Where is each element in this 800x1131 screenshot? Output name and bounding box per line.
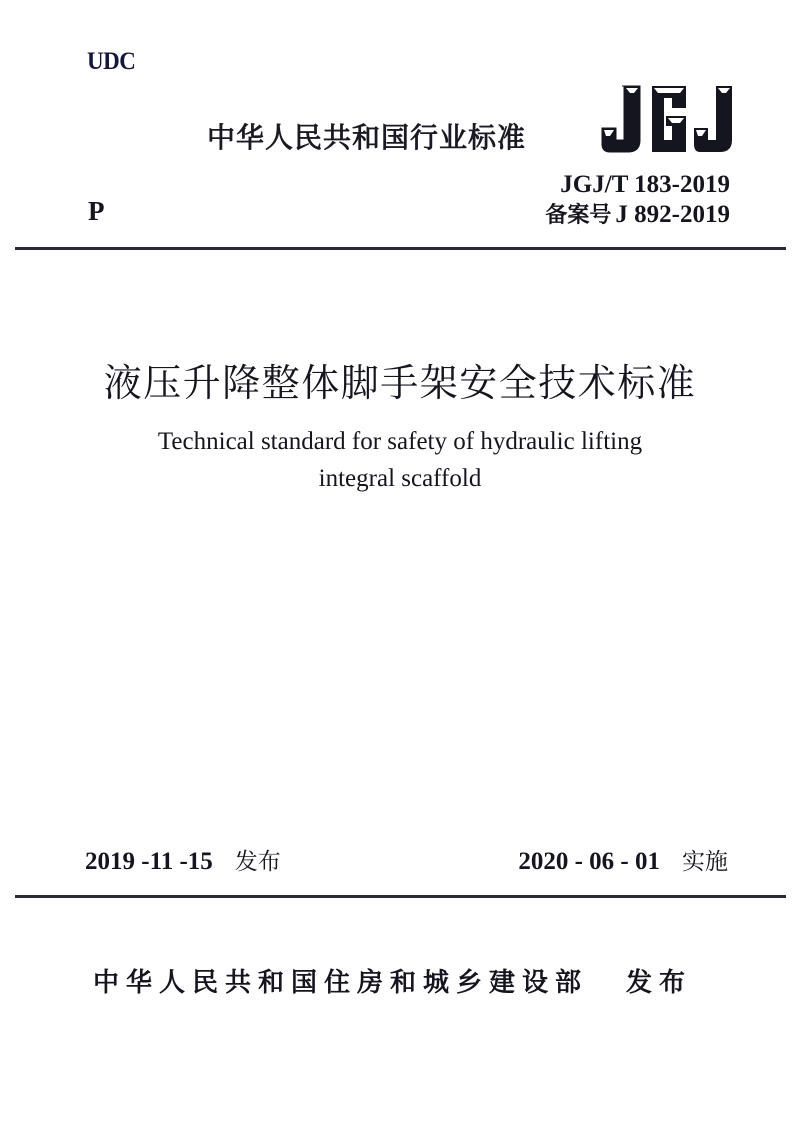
title-english-line1: Technical standard for safety of hydraulic lifting bbox=[157, 428, 643, 455]
standard-number-block bbox=[545, 170, 730, 231]
effective-date-row bbox=[518, 843, 728, 876]
top-divider bbox=[15, 247, 786, 250]
issue-date-row bbox=[85, 843, 281, 876]
title-english-line2: integral scaffold bbox=[318, 465, 482, 492]
standard-number: JGJ/T 183-2019 bbox=[560, 171, 730, 198]
issue-label: 发布 bbox=[234, 849, 281, 875]
industry-standard-heading: 中华人民共和国行业标准 bbox=[207, 121, 527, 154]
issue-date: 2019 -11 -15 bbox=[85, 848, 213, 875]
effective-date: 2020 - 06 - 01 bbox=[518, 848, 660, 875]
filing-label: 备案号 bbox=[545, 203, 612, 228]
udc-label: UDC bbox=[87, 48, 136, 75]
classification-code: P bbox=[88, 196, 105, 226]
jgj-logo-icon bbox=[600, 84, 735, 154]
title-chinese: 液压升降整体脚手架安全技术标准 bbox=[103, 361, 697, 405]
publisher-name: 中华人民共和国住房和城乡建设部 bbox=[93, 968, 589, 998]
bottom-divider bbox=[15, 895, 786, 898]
filing-number: J 892-2019 bbox=[615, 201, 730, 228]
effective-label: 实施 bbox=[682, 849, 728, 875]
publisher-line bbox=[93, 962, 692, 999]
title-english bbox=[0, 423, 800, 497]
publisher-action: 发布 bbox=[626, 968, 693, 998]
filing-number-line bbox=[545, 200, 730, 231]
